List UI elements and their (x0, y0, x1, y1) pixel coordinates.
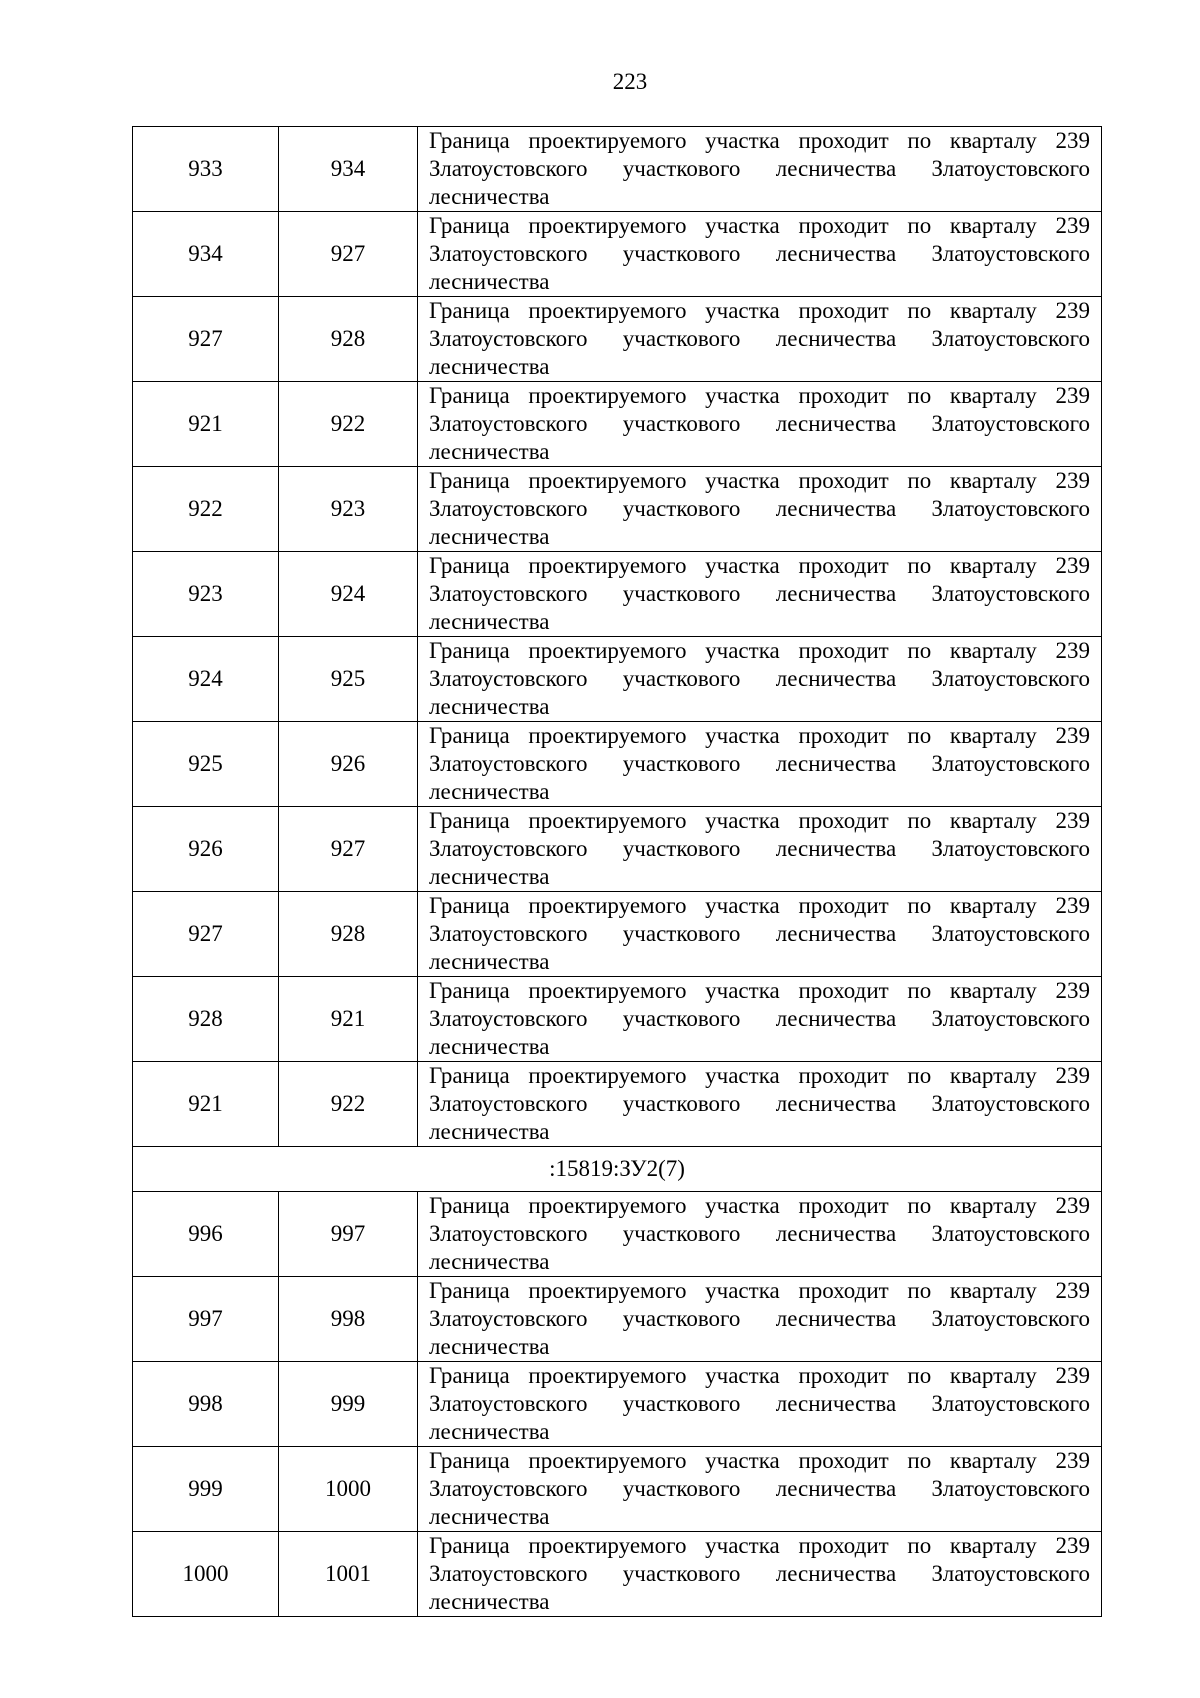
section-title: :15819:ЗУ2(7) (133, 1147, 1102, 1192)
boundary-description: Граница проектируемого участка проходит по кварталу 239 Златоустовского участкового лесничества Златоустовского лесничества (418, 1362, 1102, 1447)
table-row (133, 212, 1102, 297)
point-from: 921 (133, 1062, 279, 1147)
point-from: 924 (133, 637, 279, 722)
table-row (133, 552, 1102, 637)
point-to: 921 (279, 977, 418, 1062)
table-row (133, 297, 1102, 382)
boundary-description: Граница проектируемого участка проходит по кварталу 239 Златоустовского участкового лесничества Златоустовского лесничества (418, 297, 1102, 382)
table-row (133, 467, 1102, 552)
boundary-description: Граница проектируемого участка проходит по кварталу 239 Златоустовского участкового лесничества Златоустовского лесничества (418, 892, 1102, 977)
table-row (133, 807, 1102, 892)
table-row (133, 1362, 1102, 1447)
point-to: 927 (279, 212, 418, 297)
table-row (133, 1532, 1102, 1617)
table-row (133, 1062, 1102, 1147)
table-row (133, 382, 1102, 467)
table-row (133, 1192, 1102, 1277)
point-from: 923 (133, 552, 279, 637)
point-from: 1000 (133, 1532, 279, 1617)
point-from: 925 (133, 722, 279, 807)
boundary-description: Граница проектируемого участка проходит по кварталу 239 Златоустовского участкового лесничества Златоустовского лесничества (418, 1192, 1102, 1277)
boundary-description: Граница проектируемого участка проходит по кварталу 239 Златоустовского участкового лесничества Златоустовского лесничества (418, 1532, 1102, 1617)
point-from: 927 (133, 892, 279, 977)
table-row (133, 722, 1102, 807)
boundary-description: Граница проектируемого участка проходит по кварталу 239 Златоустовского участкового лесничества Златоустовского лесничества (418, 467, 1102, 552)
boundary-description: Граница проектируемого участка проходит по кварталу 239 Златоустовского участкового лесничества Златоустовского лесничества (418, 552, 1102, 637)
boundary-description: Граница проектируемого участка проходит по кварталу 239 Златоустовского участкового лесничества Златоустовского лесничества (418, 127, 1102, 212)
page-number: 223 (612, 69, 648, 94)
point-to: 1001 (279, 1532, 418, 1617)
point-from: 996 (133, 1192, 279, 1277)
point-to: 925 (279, 637, 418, 722)
boundary-description: Граница проектируемого участка проходит по кварталу 239 Златоустовского участкового лесничества Златоустовского лесничества (418, 807, 1102, 892)
point-to: 922 (279, 382, 418, 467)
table-body (133, 127, 1102, 1617)
point-to: 928 (279, 892, 418, 977)
table-row (133, 637, 1102, 722)
point-to: 927 (279, 807, 418, 892)
point-from: 921 (133, 382, 279, 467)
table-row (133, 1447, 1102, 1532)
point-to: 923 (279, 467, 418, 552)
boundary-description: Граница проектируемого участка проходит по кварталу 239 Златоустовского участкового лесничества Златоустовского лесничества (418, 382, 1102, 467)
table-row (133, 977, 1102, 1062)
point-from: 926 (133, 807, 279, 892)
point-to: 997 (279, 1192, 418, 1277)
boundary-description: Граница проектируемого участка проходит по кварталу 239 Златоустовского участкового лесничества Златоустовского лесничества (418, 637, 1102, 722)
boundary-description: Граница проектируемого участка проходит по кварталу 239 Златоустовского участкового лесничества Златоустовского лесничества (418, 1447, 1102, 1532)
table-row (133, 1277, 1102, 1362)
point-from: 998 (133, 1362, 279, 1447)
point-to: 998 (279, 1277, 418, 1362)
boundary-table (132, 126, 1102, 1617)
point-from: 922 (133, 467, 279, 552)
boundary-description: Граница проектируемого участка проходит по кварталу 239 Златоустовского участкового лесничества Златоустовского лесничества (418, 212, 1102, 297)
table-row (133, 892, 1102, 977)
boundary-description: Граница проектируемого участка проходит по кварталу 239 Златоустовского участкового лесничества Златоустовского лесничества (418, 1277, 1102, 1362)
point-to: 926 (279, 722, 418, 807)
boundary-description: Граница проектируемого участка проходит по кварталу 239 Златоустовского участкового лесничества Златоустовского лесничества (418, 977, 1102, 1062)
point-to: 922 (279, 1062, 418, 1147)
point-from: 997 (133, 1277, 279, 1362)
boundary-description: Граница проектируемого участка проходит по кварталу 239 Златоустовского участкового лесничества Златоустовского лесничества (418, 722, 1102, 807)
point-to: 934 (279, 127, 418, 212)
point-from: 934 (133, 212, 279, 297)
point-to: 924 (279, 552, 418, 637)
point-from: 928 (133, 977, 279, 1062)
point-from: 927 (133, 297, 279, 382)
section-header-row (133, 1147, 1102, 1192)
point-to: 1000 (279, 1447, 418, 1532)
boundary-description: Граница проектируемого участка проходит по кварталу 239 Златоустовского участкового лесничества Златоустовского лесничества (418, 1062, 1102, 1147)
table-row (133, 127, 1102, 212)
point-from: 999 (133, 1447, 279, 1532)
point-to: 928 (279, 297, 418, 382)
point-from: 933 (133, 127, 279, 212)
point-to: 999 (279, 1362, 418, 1447)
